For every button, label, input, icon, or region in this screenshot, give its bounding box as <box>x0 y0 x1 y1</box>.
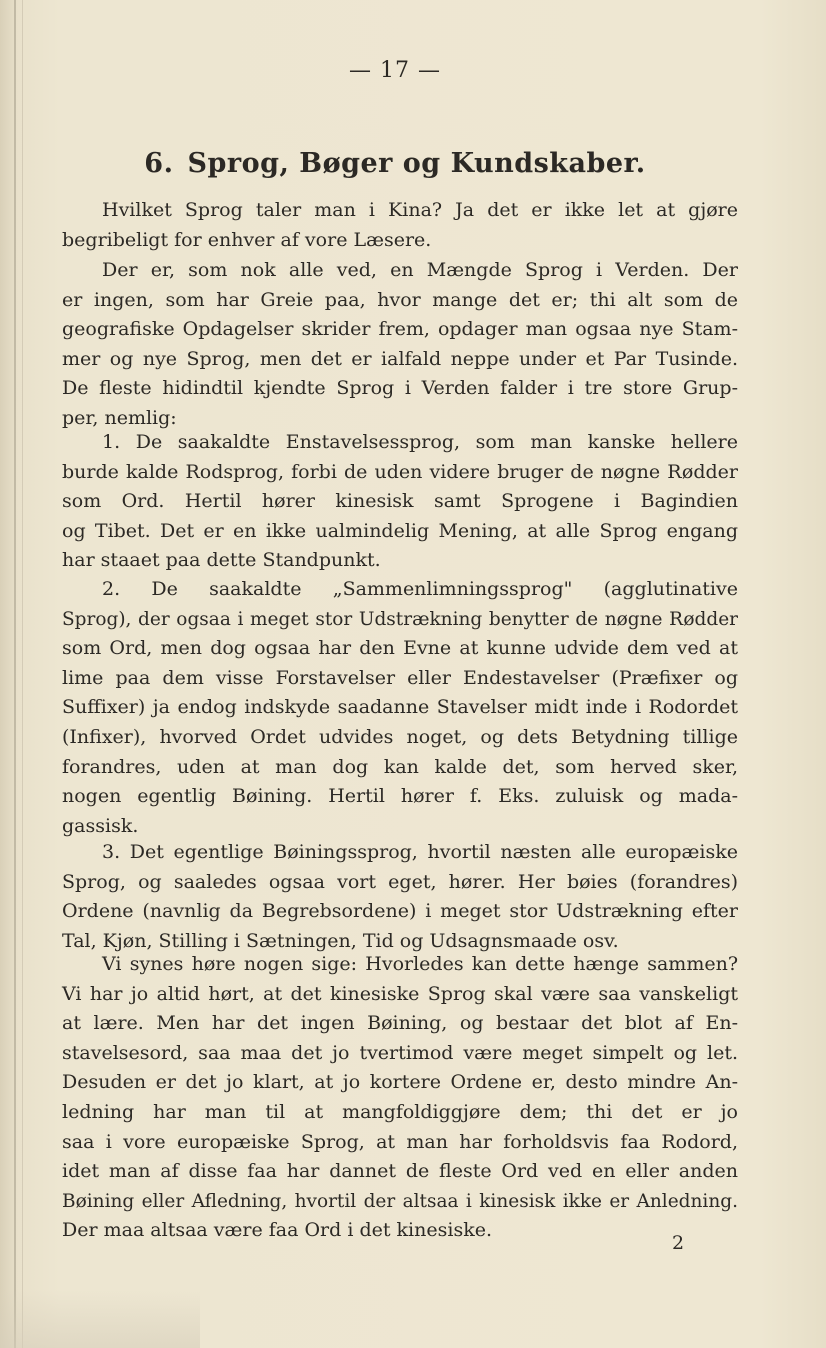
text-line: Bøining eller Afledning, hvortil der altsaa i kinesisk ikke er Anledning. <box>62 1190 738 1212</box>
text-line: Desuden er det jo klart, at jo kortere Ordene er, desto mindre An- <box>62 1071 738 1094</box>
text-line: har staaet paa dette Standpunkt. <box>62 549 381 572</box>
text-line: at lære. Men har det ingen Bøining, og bestaar det blot af En- <box>62 1012 738 1035</box>
text-line: per, nemlig: <box>62 406 177 429</box>
section-title: Sprog, Bøger og Kundskaber. <box>187 148 646 179</box>
text-line: idet man af disse faa har dannet de fleste Ord ved en eller anden <box>62 1160 738 1183</box>
text-line: De fleste hidindtil kjendte Sprog i Verden falder i tre store Grup- <box>62 377 738 400</box>
paragraph-6 <box>62 950 738 1246</box>
text-line: saa i vore europæiske Sprog, at man har forholdsvis faa Rodord, <box>62 1130 738 1153</box>
text-line: Vi har jo altid hørt, at det kinesiske Sprog skal være saa vanskeligt <box>62 982 738 1005</box>
text-line: stavelsesord, saa maa det jo tvertimod være meget simpelt og let. <box>62 1041 738 1064</box>
text-line: 2. De saakaldte „Sammenlimningssprog" (agglutinative <box>102 578 738 600</box>
text-line: som Ord, men dog ogsaa har den Evne at kunne udvide dem ved at <box>62 637 738 660</box>
paragraph-2 <box>62 256 738 434</box>
text-line: burde kalde Rodsprog, forbi de uden videre bruger de nøgne Rødder <box>62 460 738 483</box>
text-line: Sprog), der ogsaa i meget stor Udstrækning benytter de nøgne Rødder <box>62 608 738 630</box>
text-line: lime paa dem visse Forstavelser eller Endestavelser (Præfixer og <box>62 666 738 689</box>
section-number: 6. <box>144 148 174 179</box>
signature-mark: 2 <box>672 1232 685 1254</box>
text-line: som Ord. Hertil hører kinesisk samt Sprogene i Bagindien <box>62 490 738 513</box>
text-line: nogen egentlig Bøining. Hertil hører f. Eks. zuluisk og mada- <box>62 785 738 808</box>
text-line: begribeligt for enhver af vore Læsere. <box>62 228 432 251</box>
text-line: forandres, uden at man dog kan kalde det, som herved sker, <box>62 755 738 778</box>
text-line: ledning har man til at mangfoldiggjøre dem; thi det er jo <box>62 1100 738 1123</box>
text-line: Tal, Kjøn, Stilling i Sætningen, Tid og Udsagnsmaade osv. <box>62 929 619 952</box>
text-line: mer og nye Sprog, men det er ialfald neppe under et Par Tusinde. <box>62 347 738 370</box>
text-line: gassisk. <box>62 814 139 837</box>
paragraph-5 <box>62 838 738 956</box>
page-number: — 17 — <box>349 58 441 83</box>
text-line: geografiske Opdagelser skrider frem, opdager man ogsaa nye Stam- <box>62 318 738 341</box>
text-line: Sprog, og saaledes ogsaa vort eget, hører. Her bøies (forandres) <box>62 870 738 893</box>
text-line: (Infixer), hvorved Ordet udvides noget, og dets Betydning tillige <box>62 725 738 748</box>
text-line: 1. De saakaldte Enstavelsessprog, som man kanske hellere <box>102 431 738 453</box>
page-gutter-line <box>22 0 23 1348</box>
text-line: Suffixer) ja endog indskyde saadanne Stavelser midt inde i Rodordet <box>62 696 738 719</box>
paragraph-3 <box>62 428 738 576</box>
text-line: Hvilket Sprog taler man i Kina? Ja det er ikke let at gjøre <box>102 199 738 221</box>
paragraph-1 <box>62 196 738 255</box>
page-gutter-shadow <box>14 0 16 1348</box>
paragraph-4 <box>62 575 738 841</box>
section-heading <box>0 148 790 179</box>
text-line: Der er, som nok alle ved, en Mængde Sprog i Verden. Der <box>102 259 738 281</box>
text-line: Ordene (navnlig da Begrebsordene) i meget stor Udstrækning efter <box>62 900 738 923</box>
text-line: Der maa altsaa være faa Ord i det kinesiske. <box>62 1219 492 1242</box>
text-line: 3. Det egentlige Bøiningssprog, hvortil næsten alle europæiske <box>102 841 738 863</box>
text-line: Vi synes høre nogen sige: Hvorledes kan dette hænge sammen? <box>102 953 738 975</box>
text-line: og Tibet. Det er en ikke ualmindelig Mening, at alle Sprog engang <box>62 519 738 542</box>
text-line: er ingen, som har Greie paa, hvor mange det er; thi alt som de <box>62 288 738 311</box>
page-corner-wear <box>0 1290 200 1348</box>
